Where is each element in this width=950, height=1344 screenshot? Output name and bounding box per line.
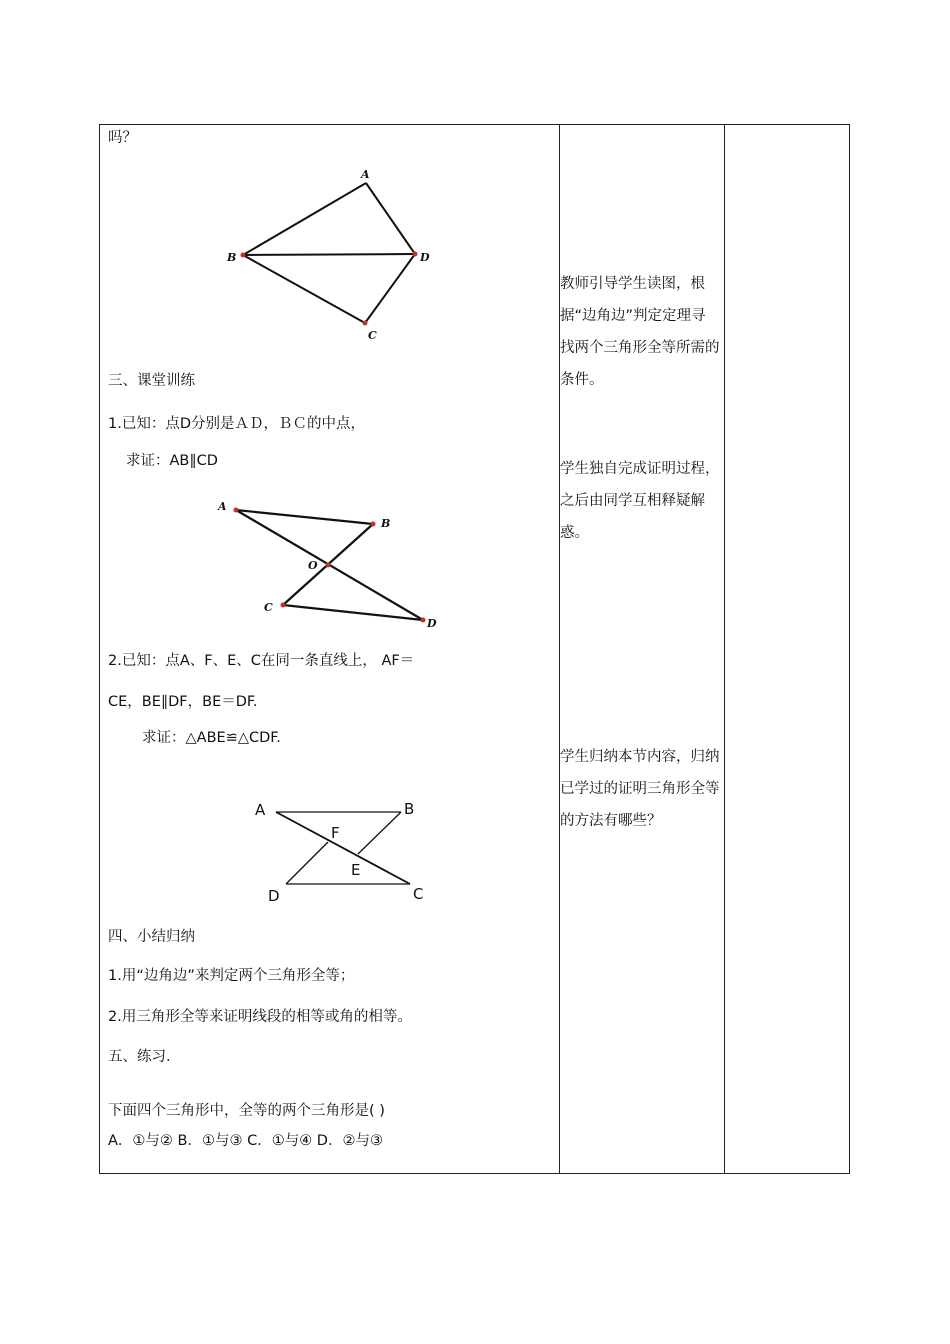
summary-item-2: 2.用三角形全等来证明线段的相等或角的相等。 [108,1009,412,1025]
point-c [281,603,286,608]
teacher-note: 教师引导学生读图，根据“边角边”判定定理寻找两个三角形全等所需的条件。 [560,276,720,388]
student-note-summary: 学生归纳本节内容，归纳已学过的证明三角形全等的方法有哪些？ [560,749,720,829]
label-e: E [351,861,361,879]
label-d: D [268,887,280,905]
segment-cd [365,254,415,323]
question-tail: 吗？ [108,130,137,146]
section-3-title: 三、课堂训练 [108,373,195,389]
segment-bc [243,255,365,323]
section-5-title: 五、练习. [108,1049,171,1065]
label-c: C [368,329,377,342]
label-d: D [420,251,430,264]
figure-crossing-lines [210,495,450,635]
point-c [363,321,368,326]
figure-parallel-triangles [245,790,445,915]
segment-ad [366,183,415,254]
label-b: B [227,251,237,264]
practice-options: A．①与② B．①与③ C．①与④ D．②与③ [108,1133,383,1149]
segment-be [358,812,401,854]
label-b: B [404,800,415,818]
point-d [413,252,418,257]
point-b [371,522,376,527]
point-a [234,508,239,513]
label-a: A [218,500,227,513]
summary-item-1: 1.用“边角边”来判定两个三角形全等； [108,968,355,984]
segment-ba [243,183,366,255]
point-b [241,253,246,258]
exercise-2-given-a: 2.已知：点A、F、E、C在同一条直线上， AF＝ [108,653,415,669]
label-a: A [361,168,370,181]
point-o [326,563,331,568]
column-divider-2 [724,125,725,1173]
exercise-2-given-b: CE，BE∥DF，BE＝DF. [108,694,258,710]
point-d [421,618,426,623]
exercise-1-given: 1.已知：点D分别是ＡＤ，ＢＣ的中点， [108,416,365,432]
label-d: D [427,617,437,630]
section-4-title: 四、小结归纳 [108,929,195,945]
label-b: B [381,517,391,530]
practice-question: 下面四个三角形中，全等的两个三角形是( ) [108,1103,385,1119]
segment-bd [243,254,415,255]
student-note-proof: 学生独自完成证明过程，之后由同学互相释疑解惑。 [560,461,720,541]
label-c: C [264,601,273,614]
label-f: F [331,824,340,842]
figure-quadrilateral [220,165,440,345]
exercise-1-prove: 求证：AB∥CD [126,453,218,469]
label-o: O [308,559,318,572]
segment-df [286,842,328,884]
exercise-2-prove: 求证：△ABE≌△CDF. [142,730,281,746]
label-a: A [255,801,266,819]
label-c: C [413,885,424,903]
